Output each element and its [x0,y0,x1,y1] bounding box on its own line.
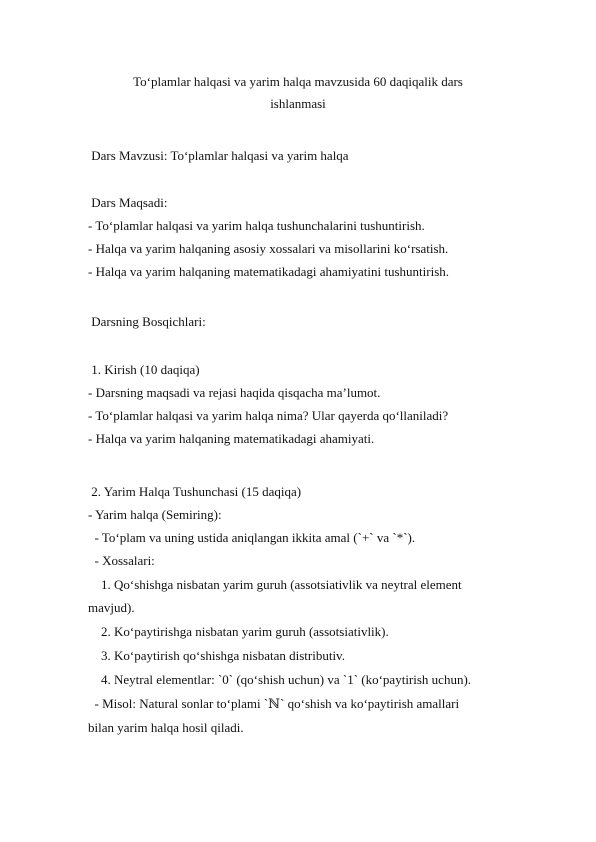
stage1-item: - Darsning maqsadi va rejasi haqida qisqacha ma’lumot. [88,385,381,400]
title-line-1: To‘plamlar halqasi va yarim halqa mavzusida 60 daqiqalik dars [133,74,463,89]
topic-line: Dars Mavzusi: To‘plamlar halqasi va yarim halqa [88,148,349,163]
goal-item: - Halqa va yarim halqaning matematikadagi ahamiyatini tushuntirish. [88,264,450,279]
goal-item: - To‘plamlar halqasi va yarim halqa tushunchalarini tushuntirish. [88,218,425,233]
stage1-heading: 1. Kirish (10 daqiqa) [88,362,200,377]
stage2-line: bilan yarim halqa hosil qiladi. [88,720,244,735]
stage2-heading: 2. Yarim Halqa Tushunchasi (15 daqiqa) [88,484,302,499]
stage2-line: mavjud). [88,600,135,615]
title-line-2: ishlanmasi [270,96,326,111]
stage2-line: 1. Qo‘shishga nisbatan yarim guruh (assotsiativlik va neytral element [88,577,462,592]
stage2-line: - To‘plam va uning ustida aniqlangan ikkita amal (`+` va `*`). [88,530,416,545]
stage2-line: - Yarim halqa (Semiring): [88,507,222,522]
stage2-line: - Xossalari: [88,553,155,568]
stage2-line: - Misol: Natural sonlar to‘plami `ℕ` qo‘shish va ko‘paytirish amallari [88,696,460,711]
stage2-line: 4. Neytral elementlar: `0` (qo‘shish uchun) va `1` (ko‘paytirish uchun). [88,672,472,687]
stage2-line: 3. Ko‘paytirish qo‘shishga nisbatan distributiv. [88,648,345,663]
stage1-item: - To‘plamlar halqasi va yarim halqa nima? Ular qayerda qo‘llaniladi? [88,408,449,423]
stage2-line: 2. Ko‘paytirishga nisbatan yarim guruh (assotsiativlik). [88,624,389,639]
stages-heading: Darsning Bosqichlari: [88,314,206,329]
goals-heading: Dars Maqsadi: [88,195,168,210]
goal-item: - Halqa va yarim halqaning asosiy xossalari va misollarini ko‘rsatish. [88,241,449,256]
stage1-item: - Halqa va yarim halqaning matematikadagi ahamiyati. [88,431,375,446]
